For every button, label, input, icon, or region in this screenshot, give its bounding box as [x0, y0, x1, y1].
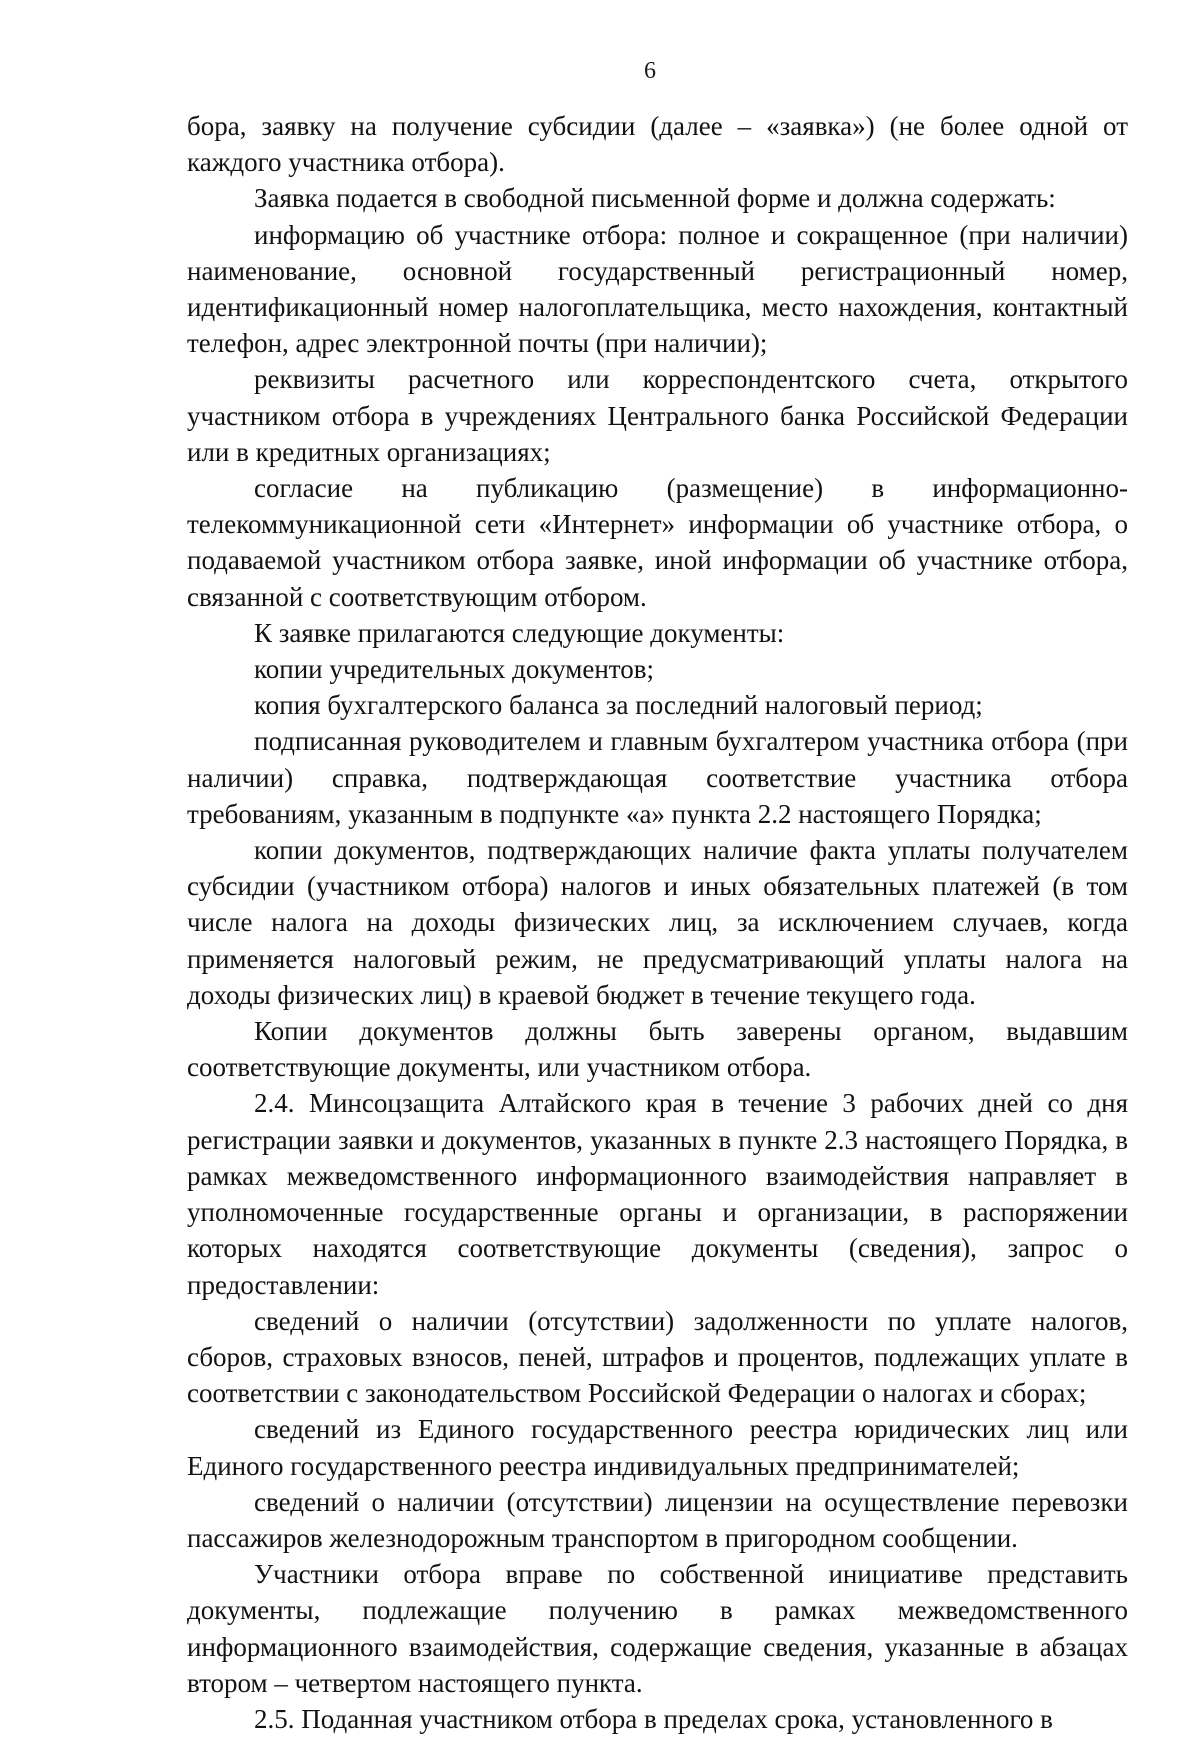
paragraph-application-form: Заявка подается в свободной письменной форме и должна содержать:	[254, 183, 1056, 214]
document-body	[187, 108, 1128, 1737]
page-number: 6	[644, 58, 656, 84]
paragraph-participant-info: информацию об участнике отбора: полное и сокращенное (при наличии) наименование, основной государственный регистрационный номер, идентификационный номер налогоплательщика, место нахождения, контактный телефон, адрес электронной почты (при наличии);	[187, 219, 1128, 359]
paragraph-tax-debt-info: сведений о наличии (отсутствии) задолженности по уплате налогов, сборов, страховых взносов, пеней, штрафов и процентов, подлежащих уплате в соответствии с законодательством Российской Федерации о налогах и сборах;	[187, 1305, 1128, 1409]
paragraph-own-initiative: Участники отбора вправе по собственной инициативе представить документы, подлежащие получению в рамках межведомственного информационного взаимодействия, содержащие сведения, указанные в абзацах втором – четвертом настоящего пункта.	[187, 1559, 1128, 1698]
paragraph-continuation: бора, заявку на получение субсидии (далее – «заявка») (не более одной от каждого участника отбора).	[187, 111, 1128, 178]
paragraph-attached-documents: К заявке прилагаются следующие документы:	[254, 617, 785, 648]
paragraph-founding-documents: копии учредительных документов;	[254, 654, 654, 685]
paragraph-section-2-4: 2.4. Минсоцзащита Алтайского края в течение 3 рабочих дней со дня регистрации заявки и документов, указанных в пункте 2.3 настоящего Порядка, в рамках межведомственного информационного взаимодействия направляет в уполномоченные государственные органы и организации, в распоряжении которых находятся соответствующие документы (сведения), запрос о предоставлении:	[187, 1088, 1128, 1300]
paragraph-certification: Копии документов должны быть заверены органом, выдавшим соответствующие документы, или участником отбора.	[187, 1016, 1128, 1083]
paragraph-section-2-5: 2.5. Поданная участником отбора в пределах срока, установленного в	[254, 1703, 1053, 1734]
paragraph-publication-consent: согласие на публикацию (размещение) в информационно-телекоммуникационной сети «Интернет» информации об участнике отбора, о подаваемой участником отбора заявке, иной информации об участнике отбора, связанной с соответствующим отбором.	[187, 473, 1128, 612]
paragraph-balance-sheet: копия бухгалтерского баланса за последний налоговый период;	[254, 690, 983, 721]
paragraph-tax-payment-proof: копии документов, подтверждающих наличие факта уплаты получателем субсидии (участником отбора) налогов и иных обязательных платежей (в том числе налога на доходы физических лиц, за исключением случаев, когда применяется налоговый режим, не предусматривающий уплаты налога на доходы физических лиц) в краевой бюджет в течение текущего года.	[187, 835, 1128, 1010]
paragraph-license-info: сведений о наличии (отсутствии) лицензии на осуществление перевозки пассажиров железнодорожным транспортом в пригородном сообщении.	[187, 1486, 1128, 1553]
paragraph-state-register: сведений из Единого государственного реестра юридических лиц или Единого государственного реестра индивидуальных предпринимателей;	[187, 1414, 1128, 1481]
paragraph-signed-certificate: подписанная руководителем и главным бухгалтером участника отбора (при наличии) справка, подтверждающая соответствие участника отбора требованиям, указанным в подпункте «а» пункта 2.2 настоящего Порядка;	[187, 726, 1128, 829]
paragraph-bank-details: реквизиты расчетного или корреспондентского счета, открытого участником отбора в учреждениях Центрального банка Российской Федерации или в кредитных организациях;	[187, 364, 1128, 467]
